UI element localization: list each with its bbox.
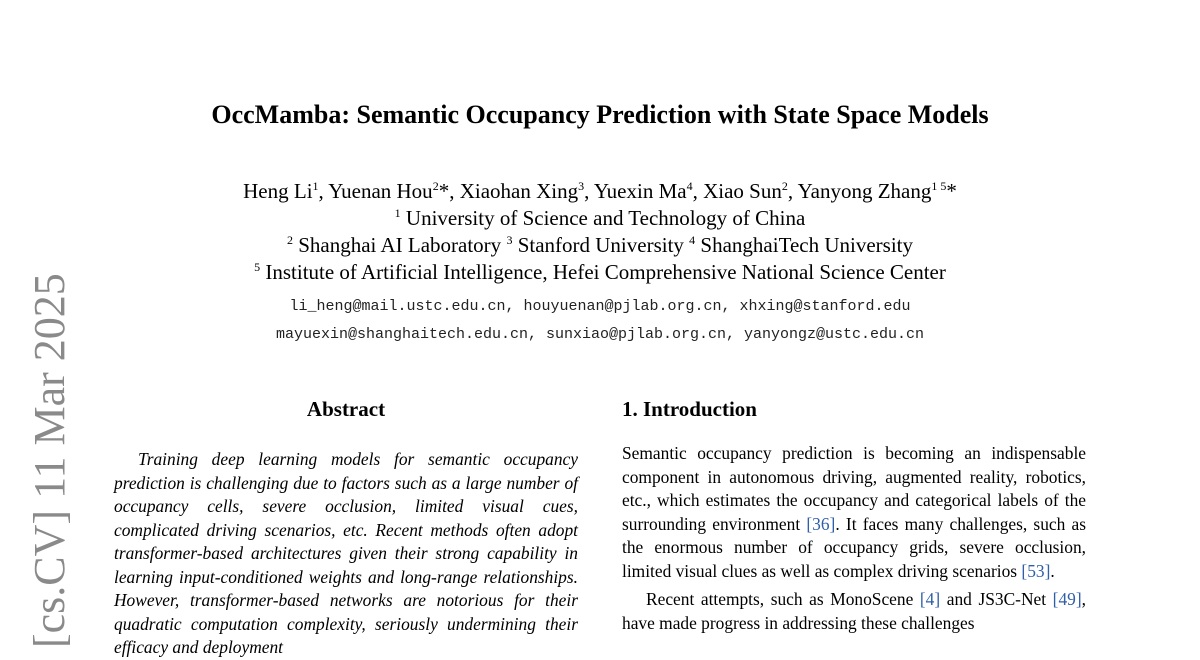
email-block: [0, 293, 1200, 349]
author-name: Xiaohan Xing: [459, 179, 579, 203]
paragraph: Semantic occupancy prediction is becoming an indispensable component in autonomous driving, augmented reality, robotics, etc., which estimates the occupancy and categorical labels of the surrounding environment [36]. It faces many challenges, such as the enormous number of occupancy grids, severe occlusion, limited visual clues as well as complex driving scenarios [53].: [622, 443, 1087, 581]
affiliation: ShanghaiTech University: [700, 233, 913, 257]
corresponding-mark: *: [946, 179, 957, 203]
abstract-text: Training deep learning models for semantic occupancy prediction is challenging due to factors such as a large number of occupancy cells, severe occlusion, limited visual cues, complicated driving scenarios, etc. Recent methods often adopt transformer-based architectures given their strong capability in learning input-conditioned weights and long-range relationships. However, transformer-based networks are notorious for their quadratic computation complexity, seriously undermining their efficacy and deployment: [114, 449, 578, 657]
paragraph: Recent attempts, such as MonoScene [4] and JS3C-Net [49], have made progress in addressing these challenges: [622, 589, 1086, 633]
arxiv-stamp: [24, 273, 76, 648]
affiliation-line: $^2$ Shanghai AI Laboratory $^3$ Stanford University $^4$ ShanghaiTech University: [286, 233, 913, 257]
introduction-heading: 1. Introduction: [622, 397, 757, 421]
author-affiliation: 3: [578, 179, 585, 193]
right-column: [622, 392, 1086, 640]
author-name: Heng Li: [243, 179, 313, 203]
left-column: [114, 392, 578, 660]
citation-link[interactable]: [36]: [806, 513, 836, 534]
author-affiliation: 1 5: [931, 179, 947, 193]
author-affiliation: 2: [432, 179, 439, 193]
affiliation: University of Science and Technology of China: [405, 206, 806, 230]
author-affiliation: 2: [781, 179, 788, 193]
affiliation-line: $^5$ Institute of Artificial Intelligence, Hefei Comprehensive National Science Center: [254, 260, 946, 284]
author-affiliation: 1: [312, 179, 319, 193]
affiliation: Institute of Artificial Intelligence, Hefei Comprehensive National Science Center: [265, 260, 946, 284]
arxiv-id: [cs.CV] 11 Mar 2025: [25, 273, 74, 648]
email-line: li_heng@mail.ustc.edu.cn, houyuenan@pjlab.org.cn, xhxing@stanford.edu: [289, 298, 911, 315]
citation-link[interactable]: [49]: [1052, 589, 1082, 609]
author-name: Yanyong Zhang: [797, 179, 932, 203]
author-name: Yuenan Hou: [328, 179, 433, 203]
author-name: Xiao Sun: [703, 179, 782, 203]
affiliation: Stanford University: [517, 233, 684, 257]
author-block: [0, 178, 1200, 286]
email-line: mayuexin@shanghaitech.edu.cn, sunxiao@pjlab.org.cn, yanyongz@ustc.edu.cn: [275, 326, 925, 343]
affiliation-line: $^1$ University of Science and Technology of China: [394, 206, 806, 230]
abstract-heading: Abstract: [306, 397, 386, 421]
author-name: Yuexin Ma: [593, 179, 687, 203]
introduction-text: [622, 442, 1086, 635]
affiliation: Shanghai AI Laboratory: [298, 233, 502, 257]
citation-link[interactable]: [53]: [1021, 560, 1051, 581]
corresponding-mark: *: [438, 179, 450, 203]
author-affiliation: 4: [686, 179, 693, 193]
paper-title: OccMamba: Semantic Occupancy Prediction with State Space Models: [211, 100, 989, 129]
author-list: Heng Li$^1$, Yuenan Hou$^2$*, Xiaohan Xing$^3$, Yuexin Ma$^4$, Xiao Sun$^2$, Yanyong Zhang$^{1 5}$*: [243, 179, 957, 203]
citation-link[interactable]: [4]: [919, 589, 941, 609]
